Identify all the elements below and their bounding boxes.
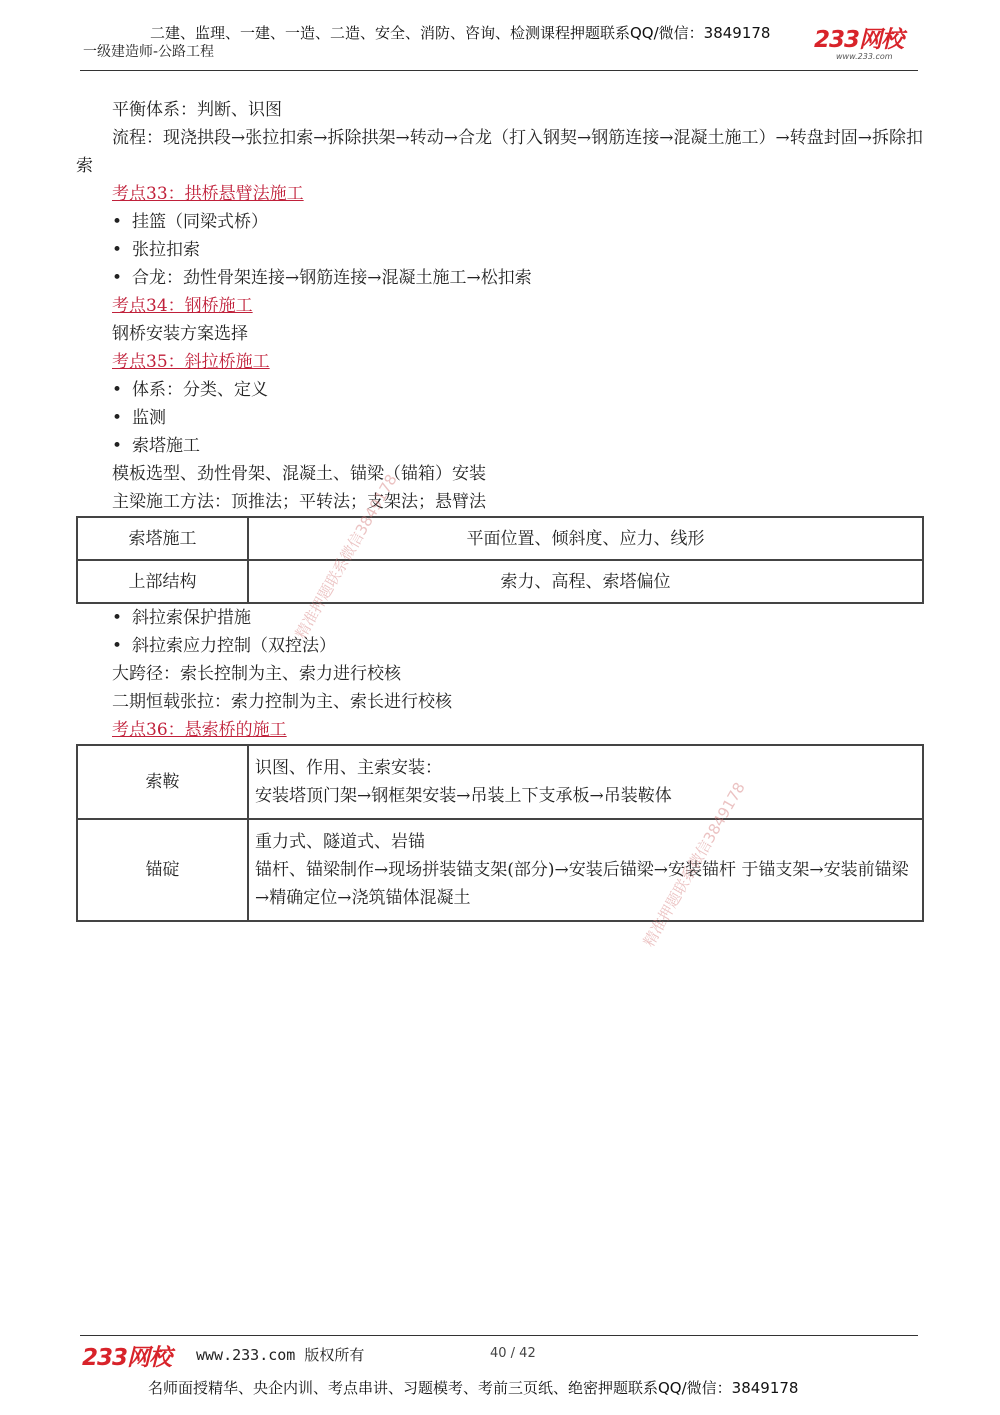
- list-item: [76, 404, 924, 432]
- brand-logo-url: www.233.com: [836, 52, 893, 61]
- dead-load-tension-line: 二期恒载张拉：索力控制为主、索长进行校核: [112, 692, 452, 712]
- watermark: 精准押题联系微信3849178: [291, 471, 401, 642]
- bullet-icon: •: [112, 436, 123, 456]
- list-item-text: 张拉扣索: [132, 240, 200, 260]
- table-cell-line: 识图、作用、主索安装：: [255, 758, 442, 778]
- table-cell-value: 索力、高程、索塔偏位: [248, 560, 923, 603]
- list-item: [76, 264, 924, 292]
- brand-logo-text: 233网校: [814, 27, 904, 53]
- monitoring-table: [76, 516, 924, 604]
- document-subtitle: 一级建造师-公路工程: [83, 44, 215, 60]
- header-banner: 二建、监理、一建、一造、二造、安全、消防、咨询、检测课程押题联系QQ/微信：3849178: [150, 24, 771, 42]
- table-row: [77, 560, 923, 603]
- table-row: [77, 745, 923, 819]
- list-item-text: 索塔施工: [132, 436, 200, 456]
- list-item-text: 斜拉索应力控制（双控法）: [132, 636, 336, 656]
- flow-line: 流程：现浇拱段→张拉扣索→拆除拱架→转动→合龙（打入钢契→钢筋连接→混凝土施工）→转盘封固→拆除扣索: [76, 128, 923, 176]
- table-row: [77, 819, 923, 921]
- bullet-icon: •: [112, 636, 123, 656]
- bullet-icon: •: [112, 240, 123, 260]
- list-item: [76, 208, 924, 236]
- kaodian-36-heading: 考点36：悬索桥的施工: [112, 720, 287, 740]
- list-item: [76, 632, 924, 660]
- bullet-icon: •: [112, 268, 123, 288]
- list-item: [76, 236, 924, 264]
- steel-bridge-text: 钢桥安装方案选择: [112, 324, 248, 344]
- table-cell-label: 索鞍: [77, 745, 248, 819]
- bullet-icon: •: [112, 608, 123, 628]
- table-cell-line: 安装塔顶门架→钢框架安装→吊装上下支承板→吊装鞍体: [255, 786, 672, 806]
- bullet-icon: •: [112, 380, 123, 400]
- list-item-text: 斜拉索保护措施: [132, 608, 251, 628]
- table-cell-value: [248, 745, 923, 819]
- bullet-icon: •: [112, 212, 123, 232]
- table-cell-label: 索塔施工: [77, 517, 248, 560]
- tower-construction-line: 模板选型、劲性骨架、混凝土、锚梁（锚箱）安装: [112, 464, 486, 484]
- table-cell-value: [248, 819, 923, 921]
- table-cell-label: 上部结构: [77, 560, 248, 603]
- main-beam-methods-line: 主梁施工方法：顶推法；平转法；支架法；悬臂法: [112, 492, 486, 512]
- balance-system-line: 平衡体系：判断、识图: [112, 100, 282, 120]
- list-item-text: 体系：分类、定义: [132, 380, 268, 400]
- list-item: [76, 432, 924, 460]
- footer-copyright: www.233.com 版权所有: [196, 1346, 365, 1364]
- suspension-bridge-table: [76, 744, 924, 922]
- table-row: [77, 517, 923, 560]
- page-number: 40 / 42: [490, 1346, 536, 1361]
- footer-logo: 233网校: [82, 1345, 172, 1371]
- list-item-text: 合龙：劲性骨架连接→钢筋连接→混凝土施工→松扣索: [132, 268, 532, 288]
- page-content: [76, 96, 924, 922]
- list-item: [76, 604, 924, 632]
- brand-logo: [814, 28, 919, 64]
- table-cell-line: 重力式、隧道式、岩锚: [255, 832, 425, 852]
- table-cell-line: 锚杆、锚梁制作→现场拼装锚支架(部分)→安装后锚梁→安装锚杆 于锚支架→安装前锚梁→精确定位→浇筑锚体混凝土: [255, 860, 909, 908]
- large-span-line: 大跨径：索长控制为主、索力进行校核: [112, 664, 401, 684]
- footer-divider: [80, 1335, 918, 1336]
- watermark: 精准押题联系微信3849178: [639, 779, 749, 950]
- list-item-text: 监测: [132, 408, 166, 428]
- footer-banner: 名师面授精华、央企内训、考点串讲、习题模考、考前三页纸、绝密押题联系QQ/微信：3849178: [148, 1379, 799, 1397]
- list-item-text: 挂篮（同梁式桥）: [132, 212, 268, 232]
- table-cell-label: 锚碇: [77, 819, 248, 921]
- bullet-icon: •: [112, 408, 123, 428]
- kaodian-34-heading: 考点34：钢桥施工: [112, 296, 253, 316]
- list-item: [76, 376, 924, 404]
- kaodian-33-heading: 考点33：拱桥悬臂法施工: [112, 184, 304, 204]
- kaodian-35-heading: 考点35：斜拉桥施工: [112, 352, 270, 372]
- table-cell-value: 平面位置、倾斜度、应力、线形: [248, 517, 923, 560]
- header-divider: [80, 70, 918, 71]
